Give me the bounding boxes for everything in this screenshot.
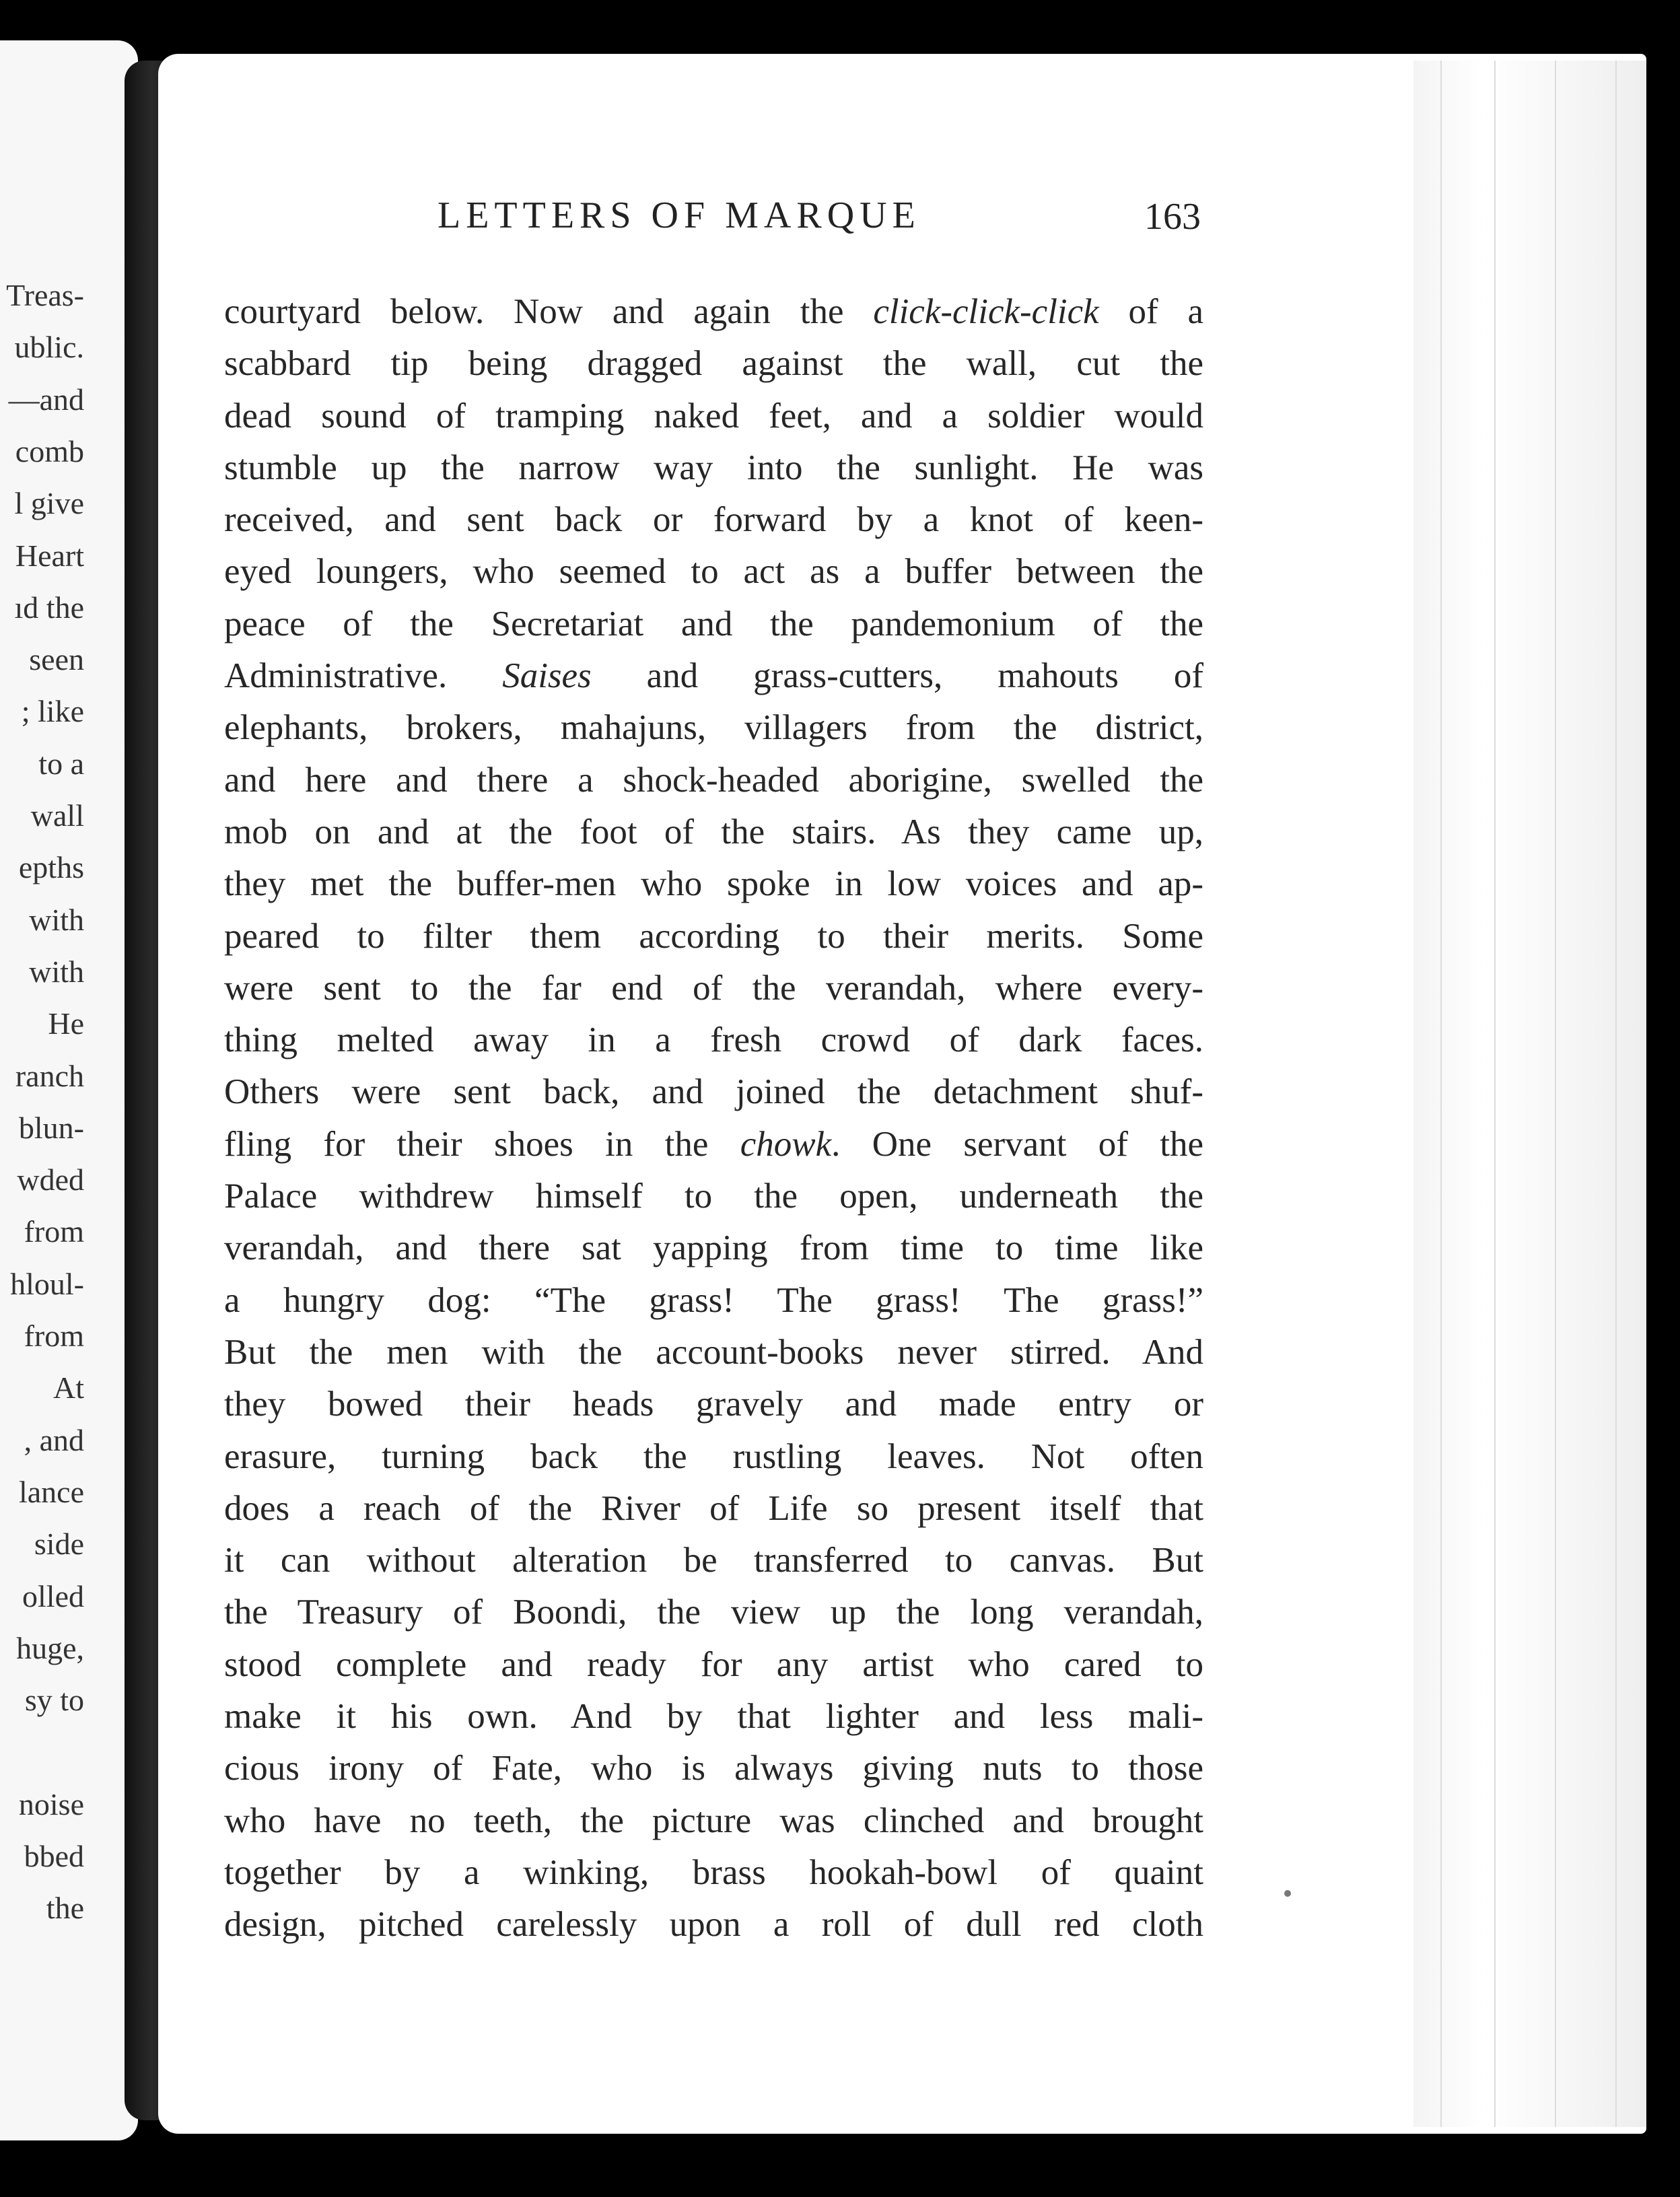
facing-page-fragment: to a xyxy=(38,746,84,781)
text-line xyxy=(224,494,1203,546)
facing-page xyxy=(0,40,138,2140)
text-run: elephants, brokers, mahajuns, villagers from the district, xyxy=(224,708,1203,748)
text-run: stumble up the narrow way into the sunlight. He was xyxy=(224,448,1203,487)
text-line xyxy=(224,911,1203,963)
facing-page-fragment: , and xyxy=(24,1422,84,1457)
page-number: 163 xyxy=(1144,196,1201,238)
italic-text: click-click-click xyxy=(873,292,1099,331)
page-edges xyxy=(1413,61,1646,2127)
text-run: . One servant of the xyxy=(831,1124,1203,1164)
text-line xyxy=(224,338,1203,390)
text-line xyxy=(224,1847,1203,1899)
text-line xyxy=(224,1119,1203,1171)
text-line xyxy=(224,1379,1203,1430)
text-line xyxy=(224,1535,1203,1586)
text-run: they met the buffer-men who spoke in low voices and ap- xyxy=(224,864,1203,904)
facing-page-fragment: huge, xyxy=(16,1630,84,1665)
text-run: cious irony of Fate, who is always giving nuts to those xyxy=(224,1749,1203,1788)
facing-page-fragment: Treas- xyxy=(6,278,84,312)
text-line xyxy=(224,702,1203,754)
text-run: and grass-cutters, mahouts of xyxy=(591,656,1203,696)
text-line xyxy=(224,1639,1203,1691)
text-run: stood complete and ready for any artist who cared to xyxy=(224,1644,1203,1684)
text-line xyxy=(224,806,1203,858)
facing-page-fragment: He xyxy=(48,1006,84,1041)
text-run: peace of the Secretariat and the pandemonium of the xyxy=(224,604,1203,643)
facing-page-fragment: epths xyxy=(18,850,84,885)
facing-page-fragment: ; like xyxy=(21,694,84,729)
text-line xyxy=(224,1327,1203,1379)
text-run: together by a winking, brass hookah-bowl of quaint xyxy=(224,1852,1203,1892)
facing-page-fragment: lance xyxy=(18,1474,84,1509)
facing-page-fragment: bbed xyxy=(24,1839,84,1873)
text-run: dead sound of tramping naked feet, and a soldier would xyxy=(224,396,1203,435)
text-line xyxy=(224,390,1203,442)
text-run: fling for their shoes in the xyxy=(224,1124,740,1164)
text-line xyxy=(224,1014,1203,1066)
text-run: Others were sent back, and joined the detachment shuf- xyxy=(224,1072,1203,1112)
text-run: verandah, and there sat yapping from time to time like xyxy=(224,1228,1203,1268)
facing-page-fragment: with xyxy=(29,954,84,989)
text-run: design, pitched carelessly upon a roll of dull red cloth xyxy=(224,1905,1203,1945)
text-run: eyed loungers, who seemed to act as a buffer between the xyxy=(224,552,1203,592)
facing-page-fragment: comb xyxy=(15,433,84,468)
text-line xyxy=(224,1899,1203,1951)
text-run: who have no teeth, the picture was clinched and brought xyxy=(224,1801,1203,1840)
text-line xyxy=(224,1586,1203,1638)
text-run: and here and there a shock-headed aborigine, swelled the xyxy=(224,760,1203,800)
facing-page-fragment: wall xyxy=(30,798,84,833)
text-line xyxy=(224,598,1203,650)
text-run: erasure, turning back the rustling leaves. Not often xyxy=(224,1436,1203,1476)
text-run: received, and sent back or forward by a knot of keen- xyxy=(224,500,1203,540)
facing-page-fragment: from xyxy=(24,1214,84,1249)
text-line xyxy=(224,1275,1203,1327)
text-run: thing melted away in a fresh crowd of dark faces. xyxy=(224,1020,1203,1060)
facing-page-fragment: blun- xyxy=(18,1110,84,1145)
facing-page-fragment: ranch xyxy=(15,1058,84,1093)
text-line xyxy=(224,1483,1203,1535)
facing-page-fragment: sy to xyxy=(24,1683,84,1718)
text-run: were sent to the far end of the verandah, where every- xyxy=(224,968,1203,1008)
facing-page-fragment: Heart xyxy=(15,538,84,573)
text-line xyxy=(224,1222,1203,1274)
facing-page-fragment: wded xyxy=(17,1162,84,1197)
facing-page-fragment: olled xyxy=(22,1578,84,1613)
text-line xyxy=(224,1691,1203,1743)
text-line xyxy=(224,1431,1203,1483)
text-run: Administrative. xyxy=(224,656,503,696)
text-line xyxy=(224,1743,1203,1794)
text-run: mob on and at the foot of the stairs. As they came up, xyxy=(224,812,1203,851)
paper-speck xyxy=(1284,1890,1291,1897)
text-run: it can without alteration be transferred to canvas. But xyxy=(224,1541,1203,1580)
facing-page-fragment: side xyxy=(34,1527,84,1562)
text-line xyxy=(224,1171,1203,1222)
text-line xyxy=(224,442,1203,494)
facing-page-fragment: seen xyxy=(29,642,84,677)
text-line xyxy=(224,963,1203,1014)
italic-text: chowk xyxy=(740,1124,832,1164)
facing-page-fragment: noise xyxy=(18,1786,84,1821)
text-run: courtyard below. Now and again the xyxy=(224,292,874,331)
facing-page-fragment: hloul- xyxy=(10,1266,84,1301)
text-run: scabbard tip being dragged against the wall, cut the xyxy=(224,344,1203,384)
text-run: Palace withdrew himself to the open, underneath the xyxy=(224,1177,1203,1216)
facing-page-fragment: —and xyxy=(8,382,84,417)
text-line xyxy=(224,650,1203,702)
text-run: the Treasury of Boondi, the view up the long verandah, xyxy=(224,1593,1203,1632)
facing-page-fragment: from xyxy=(24,1319,84,1353)
text-line xyxy=(224,1066,1203,1118)
facing-page-fragment: ıd the xyxy=(14,590,84,625)
italic-text: Saises xyxy=(502,656,592,696)
running-title: LETTERS OF MARQUE xyxy=(438,195,921,236)
text-line xyxy=(224,546,1203,598)
text-run: of a xyxy=(1098,292,1203,331)
body-text xyxy=(224,286,1203,1951)
text-run: make it his own. And by that lighter and less mali- xyxy=(224,1697,1203,1737)
text-run: does a reach of the River of Life so present itself that xyxy=(224,1488,1203,1528)
text-line xyxy=(224,286,1203,338)
text-line xyxy=(224,1795,1203,1847)
text-line xyxy=(224,755,1203,806)
text-run: they bowed their heads gravely and made entry or xyxy=(224,1385,1203,1424)
text-run: But the men with the account-books never stirred. And xyxy=(224,1332,1203,1372)
text-run: peared to filter them according to their merits. Some xyxy=(224,916,1203,956)
facing-page-fragment: l give xyxy=(14,486,84,521)
text-line xyxy=(224,858,1203,910)
text-run: a hungry dog: “The grass! The grass! The grass!” xyxy=(224,1280,1203,1320)
facing-page-fragment: At xyxy=(53,1370,84,1405)
facing-page-fragment: ublic. xyxy=(14,330,84,365)
facing-page-fragment: with xyxy=(29,902,84,937)
facing-page-fragment: the xyxy=(46,1891,84,1926)
